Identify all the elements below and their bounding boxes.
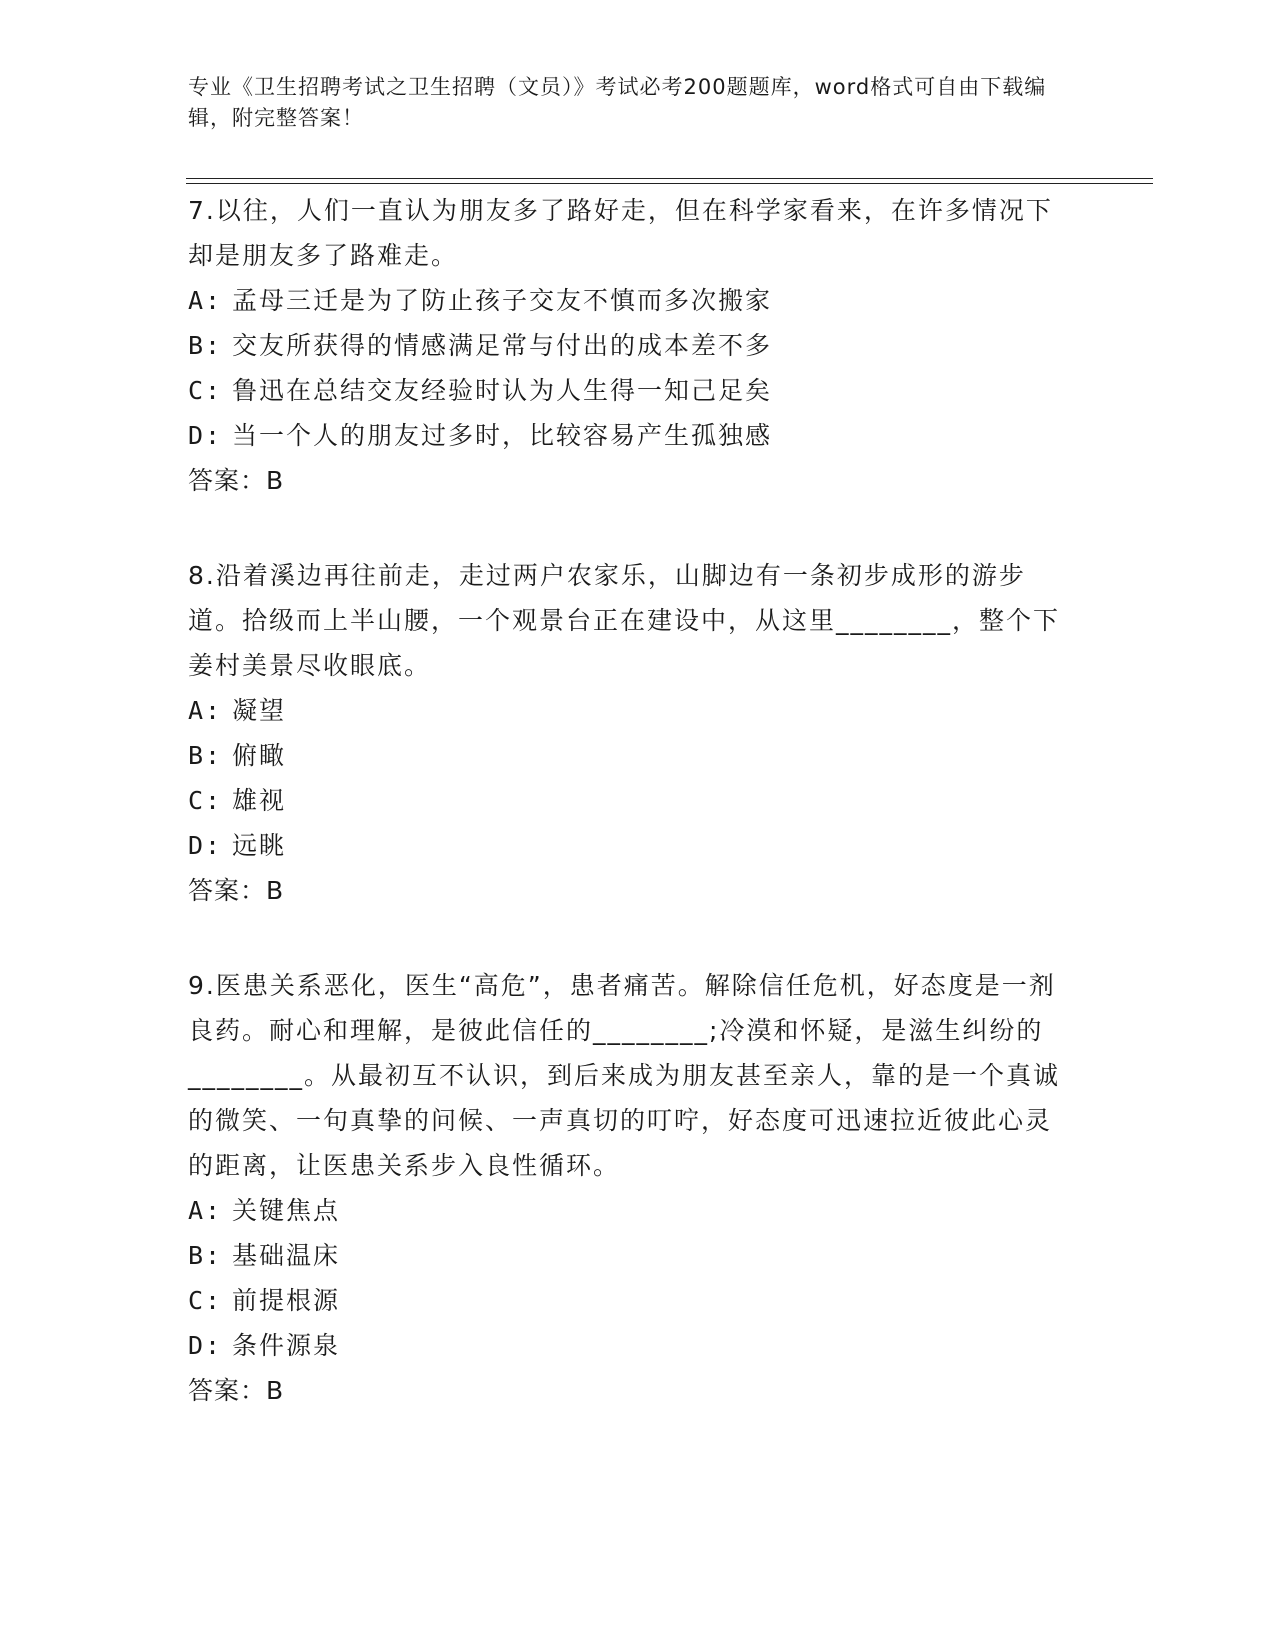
question-stem: 7.以往，人们一直认为朋友多了路好走，但在科学家看来，在许多情况下却是朋友多了路难走。 (188, 196, 1053, 270)
option-d (188, 823, 1068, 868)
option-d (188, 413, 1068, 458)
document-header-note: 专业《卫生招聘考试之卫生招聘（文员）》考试必考200题题库，word格式可自由下载编辑，附完整答案！ (188, 75, 1047, 130)
option-b (188, 733, 1068, 778)
question-7 (188, 188, 1068, 503)
option-letter: B: (188, 741, 223, 770)
option-letter: B: (188, 331, 223, 360)
option-text: 条件源泉 (232, 1331, 341, 1360)
option-letter: D: (188, 831, 223, 860)
question-stem: 8.沿着溪边再往前走，走过两户农家乐，山脚边有一条初步成形的游步道。拾级而上半山腰，一个观景台正在建设中，从这里________，整个下姜村美景尽收眼底。 (188, 561, 1061, 680)
option-letter: C: (188, 376, 223, 405)
option-text: 交友所获得的情感满足常与付出的成本差不多 (232, 331, 773, 360)
option-text: 关键焦点 (232, 1196, 341, 1225)
option-a (188, 1188, 1068, 1233)
option-letter: A: (188, 1196, 223, 1225)
option-a (188, 688, 1068, 733)
option-letter: B: (188, 1241, 223, 1270)
option-d (188, 1323, 1068, 1368)
option-letter: D: (188, 421, 223, 450)
question-8 (188, 553, 1068, 913)
question-9 (188, 963, 1068, 1413)
option-letter: C: (188, 786, 223, 815)
answer-line: 答案：B (188, 1376, 285, 1405)
option-text: 凝望 (232, 696, 287, 725)
option-text: 雄视 (232, 786, 287, 815)
option-text: 俯瞰 (232, 741, 287, 770)
option-text: 远眺 (232, 831, 287, 860)
option-a (188, 278, 1068, 323)
option-text: 前提根源 (232, 1286, 341, 1315)
option-text: 基础温床 (232, 1241, 341, 1270)
option-c (188, 368, 1068, 413)
option-text: 鲁迅在总结交友经验时认为人生得一知己足矣 (232, 376, 773, 405)
answer-line: 答案：B (188, 466, 285, 495)
option-b (188, 1233, 1068, 1278)
option-b (188, 323, 1068, 368)
option-text: 孟母三迁是为了防止孩子交友不慎而多次搬家 (232, 286, 773, 315)
option-c (188, 778, 1068, 823)
answer-line: 答案：B (188, 876, 285, 905)
header-divider-top (186, 178, 1153, 179)
header-divider-bottom (186, 183, 1153, 184)
option-letter: D: (188, 1331, 223, 1360)
option-letter: C: (188, 1286, 223, 1315)
question-stem: 9.医患关系恶化，医生“高危”，患者痛苦。解除信任危机，好态度是一剂良药。耐心和理解，是彼此信任的________;冷漠和怀疑，是滋生纠纷的________。从最初互不认识，到后来成为朋友甚至亲人，靠的是一个真诚的微笑、一句真挚的问候、一声真切的叮咛，好态度可迅速拉近彼此心灵的距离，让医患关系步入良性循环。 (188, 971, 1061, 1180)
option-letter: A: (188, 696, 223, 725)
option-letter: A: (188, 286, 223, 315)
option-c (188, 1278, 1068, 1323)
option-text: 当一个人的朋友过多时，比较容易产生孤独感 (232, 421, 773, 450)
